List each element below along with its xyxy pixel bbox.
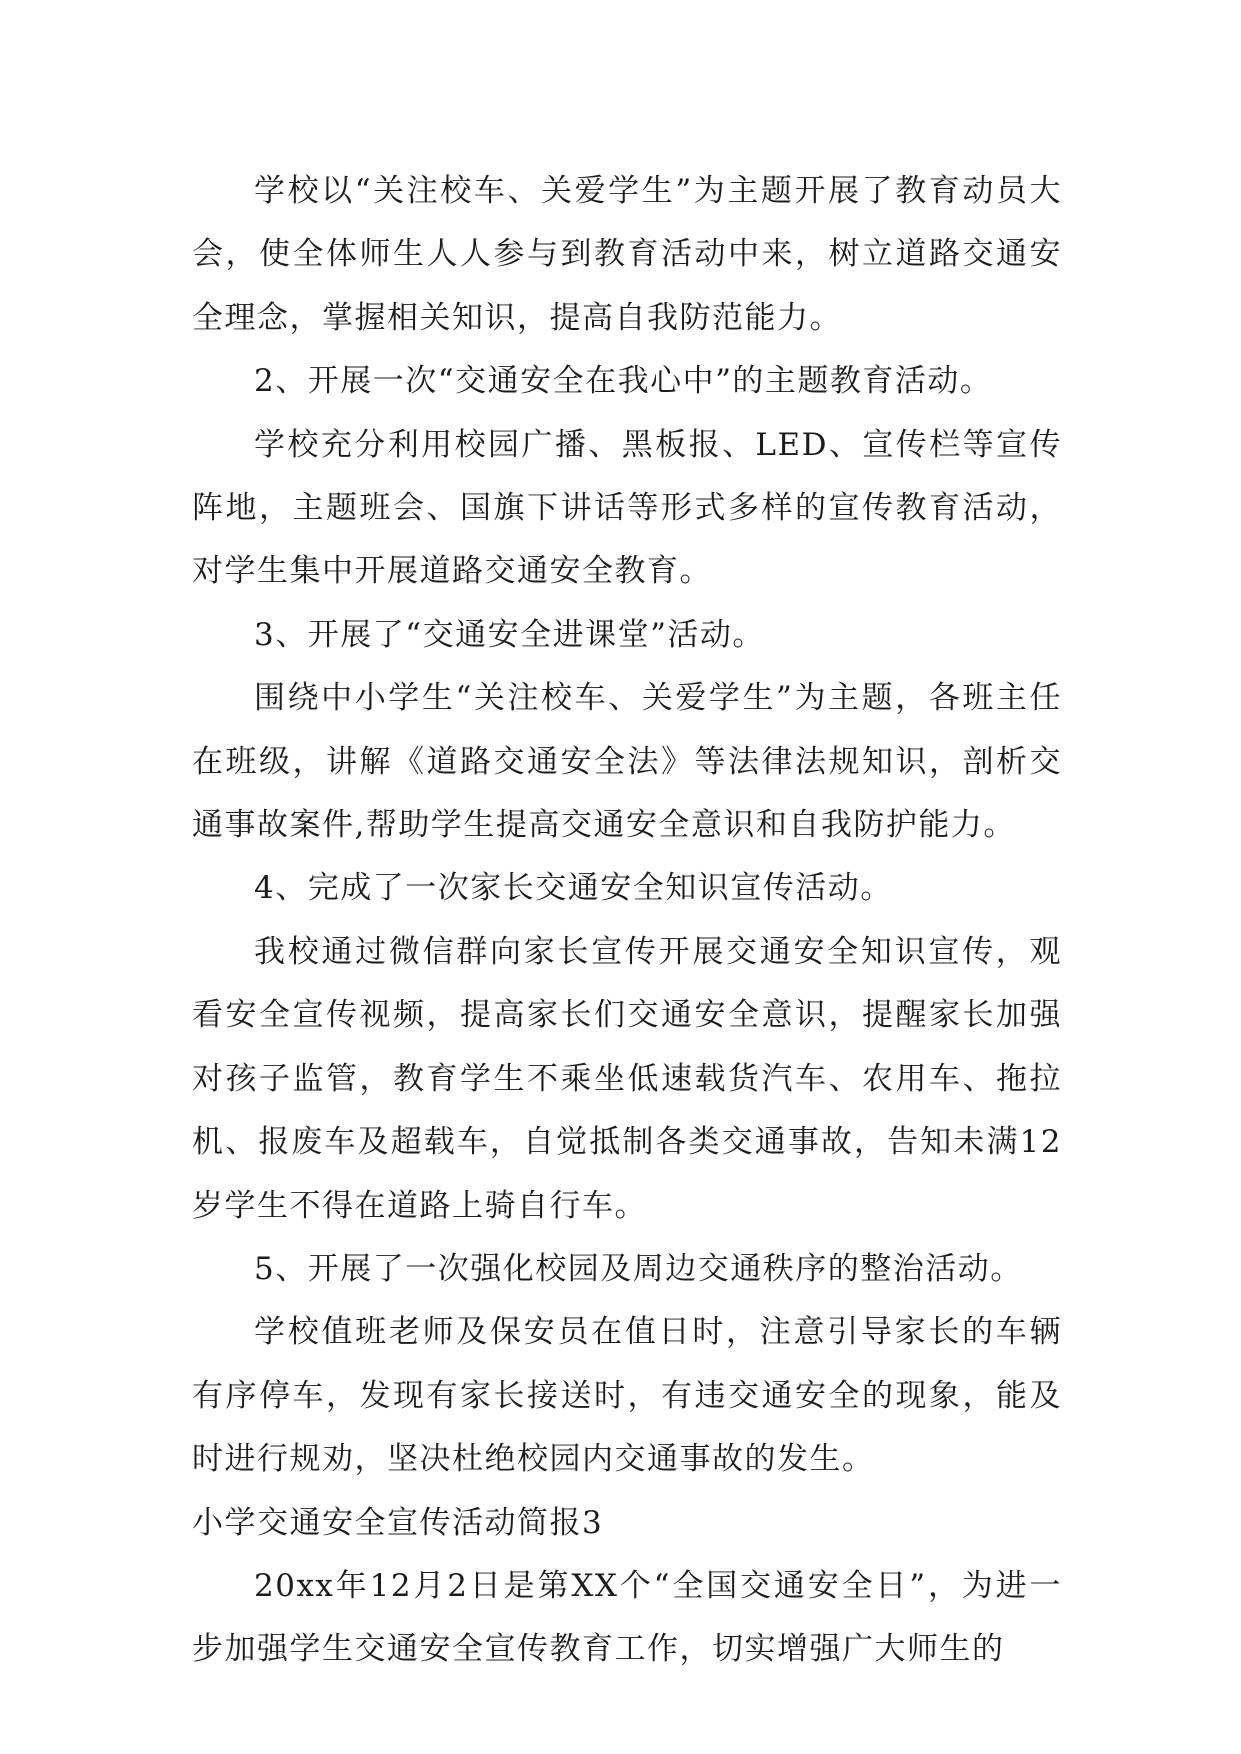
document-body — [192, 160, 1062, 1682]
paragraph-national-safety-day: 20xx年12月2日是第XX个“全国交通安全日”，为进一步加强学生交通安全宣传教育工作，切实增强广大师生的 — [192, 1567, 1062, 1668]
paragraph-traffic-order: 学校值班老师及保安员在值日时，注意引导家长的车辆有序停车，发现有家长接送时，有违交通安全的现象，能及时进行规劝，坚决杜绝校园内交通事故的发生。 — [192, 1314, 1062, 1478]
item-2-heading: 2、开展一次“交通安全在我心中”的主题教育活动。 — [254, 363, 993, 400]
paragraph-parent-publicity: 我校通过微信群向家长宣传开展交通安全知识宣传，观看安全宣传视频，提高家长们交通安全意识，提醒家长加强对孩子监管，教育学生不乘坐低速载货汽车、农用车、拖拉机、报废车及超载车，自觉抵制各类交通事故，告知未满12岁学生不得在道路上骑自行车。 — [192, 933, 1062, 1224]
section-heading: 小学交通安全宣传活动简报3 — [192, 1504, 604, 1541]
item-3-heading: 3、开展了“交通安全进课堂”活动。 — [254, 616, 765, 653]
item-4-heading: 4、完成了一次家长交通安全知识宣传活动。 — [254, 870, 893, 907]
item-5-heading: 5、开展了一次强化校园及周边交通秩序的整治活动。 — [254, 1250, 1023, 1287]
paragraph-campus-publicity: 学校充分利用校园广播、黑板报、LED、宣传栏等宣传阵地，主题班会、国旗下讲话等形式多样的宣传教育活动，对学生集中开展道路交通安全教育。 — [192, 426, 1062, 590]
paragraph-classroom-activity: 围绕中小学生“关注校车、关爱学生”为主题，各班主任在班级，讲解《道路交通安全法》等法律法规知识，剖析交通事故案件,帮助学生提高交通安全意识和自我防护能力。 — [192, 680, 1062, 844]
paragraph-mobilization-meeting: 学校以“关注校车、关爱学生”为主题开展了教育动员大会，使全体师生人人参与到教育活动中来，树立道路交通安全理念，掌握相关知识，提高自我防范能力。 — [192, 173, 1062, 336]
